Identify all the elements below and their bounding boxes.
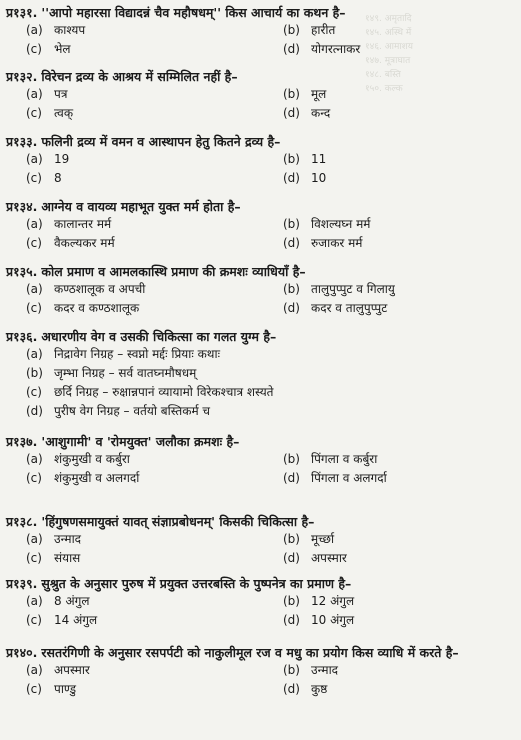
question-text <box>6 198 516 215</box>
question-stem: अधारणीय वेग व उसकी चिकित्सा का गलत युग्म है– <box>41 329 277 344</box>
option-c: (c) त्वक् <box>26 106 74 120</box>
question-number: प्र१३४. <box>6 199 38 214</box>
options <box>26 530 516 568</box>
question-number: प्र१३६. <box>6 329 38 344</box>
option-b: (b) मूर्च्छा <box>283 532 335 546</box>
options <box>26 280 516 318</box>
question-block <box>6 68 516 123</box>
question-number: प्र१३८. <box>6 514 38 529</box>
question-stem: सुश्रुत के अनुसार पुरुष में प्रयुक्त उत्तरबस्ति के पुष्पनेत्र का प्रमाण है– <box>41 576 352 591</box>
option-b: (b) तालुपुप्पुट व गिलायु <box>283 282 395 296</box>
question-block <box>6 4 516 59</box>
ghost-line: १४६. आमाशय <box>365 42 414 52</box>
option-c: (c) छर्दि निग्रह – रुक्षान्नपानं व्यायामो विरेकश्चात्र शस्यते <box>26 385 274 399</box>
options <box>26 150 516 188</box>
option-b: (b) पिंगला व कर्बुरा <box>283 452 378 466</box>
options <box>26 21 516 59</box>
option-d: (d) अपस्मार <box>283 551 347 565</box>
option-a: (a) कालान्तर मर्म <box>26 217 112 231</box>
option-d: (d) कुष्ठ <box>283 682 328 696</box>
option-d: (d) पिंगला व अलगर्दा <box>283 471 387 485</box>
question-stem: फलिनी द्रव्य में वमन व आस्थापन हेतु कितने द्रव्य है– <box>41 134 281 149</box>
options <box>26 661 516 699</box>
option-d: (d) 10 अंगुल <box>283 613 355 627</box>
option-b: (b) मूल <box>283 87 327 101</box>
question-number: प्र१३७. <box>6 434 38 449</box>
options <box>26 592 516 630</box>
option-c: (c) संयास <box>26 551 81 565</box>
option-c: (c) पाण्डु <box>26 682 77 696</box>
option-c: (c) कदर व कण्ठशालूक <box>26 301 140 315</box>
ghost-line: १५०. कल्क <box>365 84 403 94</box>
question-number: प्र१३९. <box>6 576 38 591</box>
options <box>26 215 516 253</box>
question-block <box>6 198 516 253</box>
question-text <box>6 644 516 661</box>
option-c: (c) 14 अंगुल <box>26 613 98 627</box>
question-block <box>6 133 516 188</box>
question-stem: रसतरंगिणी के अनुसार रसपर्पटी को नाकुलीमूल रज व मधु का प्रयोग किस व्याधि में करते है– <box>41 645 459 660</box>
question-stem: 'हिंगुषणसमायुक्तं यावत् संज्ञाप्रबोधनम्' किसकी चिकित्सा है– <box>41 514 315 529</box>
question-text <box>6 68 516 85</box>
options <box>26 450 516 488</box>
question-block <box>6 433 516 488</box>
option-d: (d) योगरत्नाकर <box>283 42 361 56</box>
options <box>26 345 516 421</box>
ghost-line: १४९. अमृतादि <box>365 14 412 24</box>
option-b: (b) 12 अंगुल <box>283 594 355 608</box>
option-d: (d) कन्द <box>283 106 331 120</box>
option-d: (d) 10 <box>283 171 327 185</box>
question-text <box>6 328 516 345</box>
option-c: (c) शंकुमुखी व अलगर्दा <box>26 471 140 485</box>
ghost-line: १४७. मूत्राघात <box>365 56 411 66</box>
options <box>26 85 516 123</box>
question-block <box>6 644 516 699</box>
question-stem: विरेचन द्रव्य के आश्रय में सम्मिलित नहीं है– <box>41 69 238 84</box>
question-block <box>6 328 516 421</box>
option-b: (b) 11 <box>283 152 327 166</box>
question-stem: आग्नेय व वायव्य महाभूत युक्त मर्म होता है– <box>41 199 241 214</box>
question-block <box>6 513 516 568</box>
question-number: प्र१३३. <box>6 134 38 149</box>
question-block <box>6 263 516 318</box>
option-a: (a) पत्र <box>26 87 68 101</box>
option-b: (b) जृम्भा निग्रह – सर्व वातघ्नमौषधम् <box>26 366 197 380</box>
question-text <box>6 575 516 592</box>
question-text <box>6 433 516 450</box>
question-text <box>6 4 516 21</box>
option-a: (a) कण्ठशालूक व अपची <box>26 282 146 296</box>
option-c: (c) 8 <box>26 171 62 185</box>
question-stem: 'आशुगामी' व 'रोमयुक्त' जलौका क्रमशः है– <box>41 434 240 449</box>
question-number: प्र१४०. <box>6 645 38 660</box>
question-text <box>6 513 516 530</box>
option-d: (d) कदर व तालुपुप्पुट <box>283 301 388 315</box>
option-b: (b) उन्माद <box>283 663 339 677</box>
option-a: (a) 8 अंगुल <box>26 594 90 608</box>
question-number: प्र१३२. <box>6 69 38 84</box>
option-a: (a) 19 <box>26 152 70 166</box>
question-number: प्र१३१. <box>6 5 38 20</box>
option-a: (a) उन्माद <box>26 532 82 546</box>
option-d: (d) रुजाकर मर्म <box>283 236 363 250</box>
ghost-line: १४८. बस्ति <box>365 70 401 80</box>
option-c: (c) वैकल्यकर मर्म <box>26 236 115 250</box>
question-text <box>6 263 516 280</box>
question-stem: ''आपो महारसा विद्यादन्नं चैव महौषधम्'' किस आचार्य का कथन है– <box>41 5 346 20</box>
question-number: प्र१३५. <box>6 264 38 279</box>
ghost-line: १४५. अस्थि में <box>365 28 412 38</box>
option-a: (a) शंकुमुखी व कर्बुरा <box>26 452 130 466</box>
option-a: (a) काश्यप <box>26 23 86 37</box>
option-c: (c) भेल <box>26 42 71 56</box>
option-a: (a) अपस्मार <box>26 663 90 677</box>
option-a: (a) निद्रावेग निग्रह – स्वप्नो मर्द्दः प्रियाः कथाः <box>26 347 220 361</box>
question-stem: कोल प्रमाण व आमलकास्थि प्रमाण की क्रमशः व्याधियाँ है– <box>41 264 306 279</box>
question-text <box>6 133 516 150</box>
option-b: (b) विशल्यघ्न मर्म <box>283 217 371 231</box>
option-b: (b) हारीत <box>283 23 336 37</box>
question-block <box>6 575 516 630</box>
option-d: (d) पुरीष वेग निग्रह – वर्तयो बस्तिकर्म च <box>26 404 211 418</box>
